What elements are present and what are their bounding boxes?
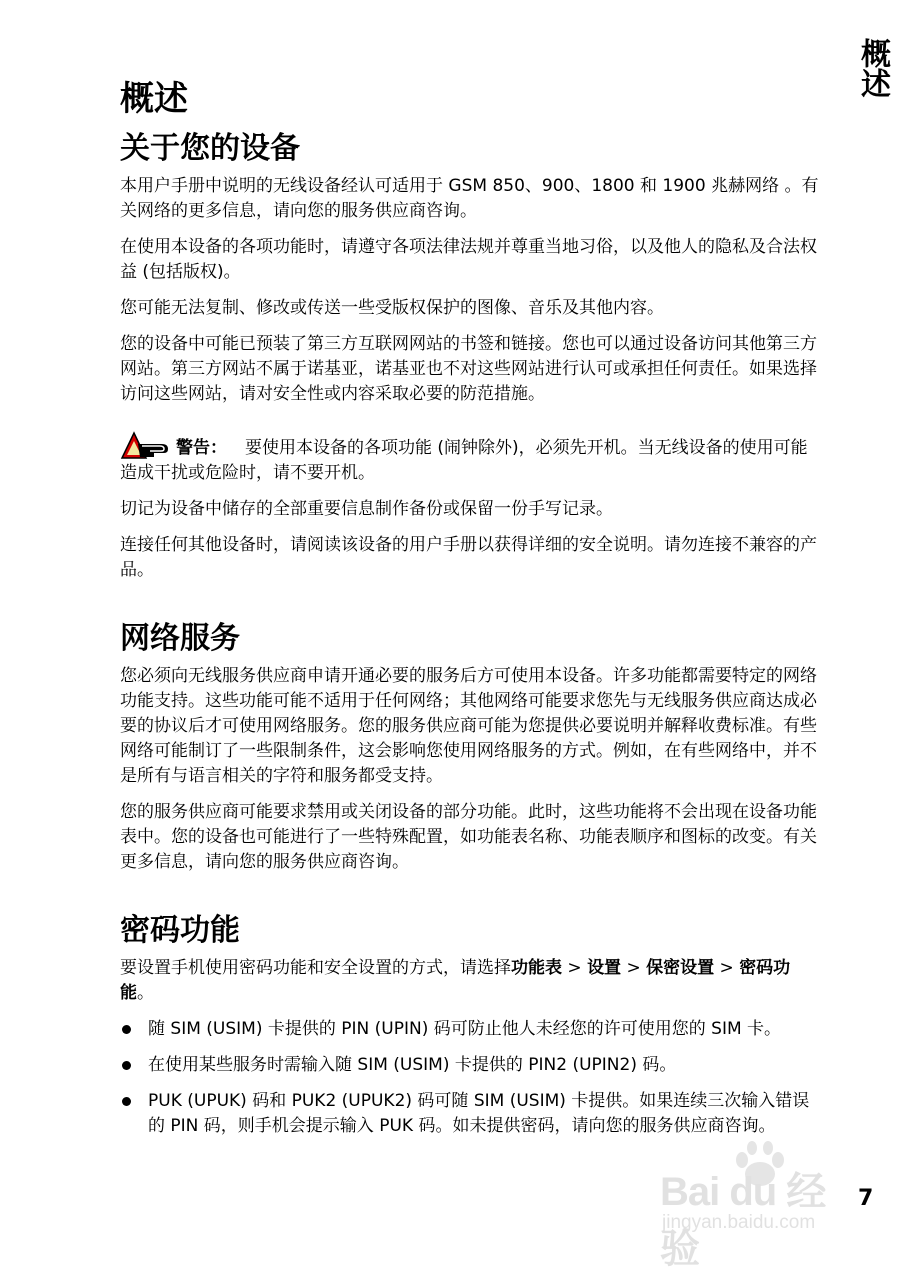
paragraph: 您的服务供应商可能要求禁用或关闭设备的部分功能。此时，这些功能将不会出现在设备功能表中。您的设备也可能进行了一些特殊配置，如功能表名称、功能表顺序和图标的改变。有关更多信息，请向您的服务供应商咨询。: [120, 802, 817, 872]
watermark-brand: Bai du 经验: [660, 1170, 826, 1271]
paragraph: 本用户手册中说明的无线设备经认可适用于 GSM 850、900、1800 和 1900 兆赫网络 。有关网络的更多信息，请向您的服务供应商咨询。: [120, 176, 819, 221]
section-title-network: 网络服务: [120, 621, 240, 656]
paragraph: 您可能无法复制、修改或传送一些受版权保护的图像、音乐及其他内容。: [120, 298, 664, 318]
menu-path-suffix: 。: [137, 983, 154, 1003]
list-item: [120, 1089, 820, 1139]
warning-text: 要使用本设备的各项功能 (闹钟除外)，必须先开机。当无线设备的使用可能造成干扰或危险时，请不要开机。: [120, 438, 808, 483]
paragraph: 您必须向无线服务供应商申请开通必要的服务后方可使用本设备。许多功能都需要特定的网络功能支持。这些功能可能不适用于任何网络；其他网络可能要求您先与无线服务供应商达成必要的协议后才可使用网络服务。您的服务供应商可能为您提供必要说明并解释收费标准。有些网络可能制订了一些限制条件，这会影响您使用网络服务的方式。例如，在有些网络中，并不是所有与语言相关的字符和服务都受支持。: [120, 666, 817, 786]
list-item-text: PUK (UPUK) 码和 PUK2 (UPUK2) 码可随 SIM (USIM) 卡提供。如果连续三次输入错误的 PIN 码，则手机会提示输入 PUK 码。如未提供密码，请向您的服务供应商咨询。: [148, 1091, 810, 1136]
paragraph: 连接任何其他设备时，请阅读该设备的用户手册以获得详细的安全说明。请勿连接不兼容的产品。: [120, 535, 817, 580]
list-item-text: 在使用某些服务时需输入随 SIM (USIM) 卡提供的 PIN2 (UPIN2) 码。: [148, 1055, 677, 1075]
page-content: [120, 76, 820, 1150]
bullet-dot-icon: [122, 1025, 131, 1034]
warning-hand-icon: [120, 430, 172, 460]
menu-item-security-settings: 保密设置: [646, 958, 715, 978]
menu-path-intro: 要设置手机使用密码功能和安全设置的方式，请选择: [120, 958, 511, 978]
menu-separator: >: [562, 958, 588, 978]
side-tab-label: 概述: [855, 38, 890, 98]
chapter-title: 概述: [120, 79, 188, 119]
warning-paragraph: [120, 430, 820, 486]
baidu-watermark: [660, 1140, 860, 1271]
section-title-about: 关于您的设备: [120, 131, 300, 166]
list-item: [120, 1053, 820, 1078]
warning-label: 警告：: [176, 438, 227, 458]
bullet-dot-icon: [122, 1097, 131, 1106]
list-item: [120, 1017, 820, 1042]
menu-item-function-table: 功能表: [511, 958, 562, 978]
menu-item-settings: 设置: [587, 958, 622, 978]
bullet-dot-icon: [122, 1061, 131, 1070]
menu-path-paragraph: [120, 956, 820, 1006]
paragraph: 切记为设备中储存的全部重要信息制作备份或保留一份手写记录。: [120, 499, 613, 519]
list-item-text: 随 SIM (USIM) 卡提供的 PIN (UPIN) 码可防止他人未经您的许可使用您的 SIM 卡。: [148, 1019, 782, 1039]
menu-separator: >: [621, 958, 647, 978]
menu-separator: >: [714, 958, 740, 978]
bullet-list: [120, 1017, 820, 1139]
menu-item-password-functions: 密码功能: [120, 958, 791, 1003]
page-number: 7: [858, 1186, 874, 1211]
watermark-url: jingyan.baidu.com: [662, 1212, 816, 1233]
section-title-password: 密码功能: [120, 913, 240, 948]
paragraph: 在使用本设备的各项功能时，请遵守各项法律法规并尊重当地习俗，以及他人的隐私及合法权益 (包括版权)。: [120, 237, 817, 282]
paragraph: 您的设备中可能已预装了第三方互联网网站的书签和链接。您也可以通过设备访问其他第三方网站。第三方网站不属于诺基亚，诺基亚也不对这些网站进行认可或承担任何责任。如果选择访问这些网站，请对安全性或内容采取必要的防范措施。: [120, 334, 817, 404]
